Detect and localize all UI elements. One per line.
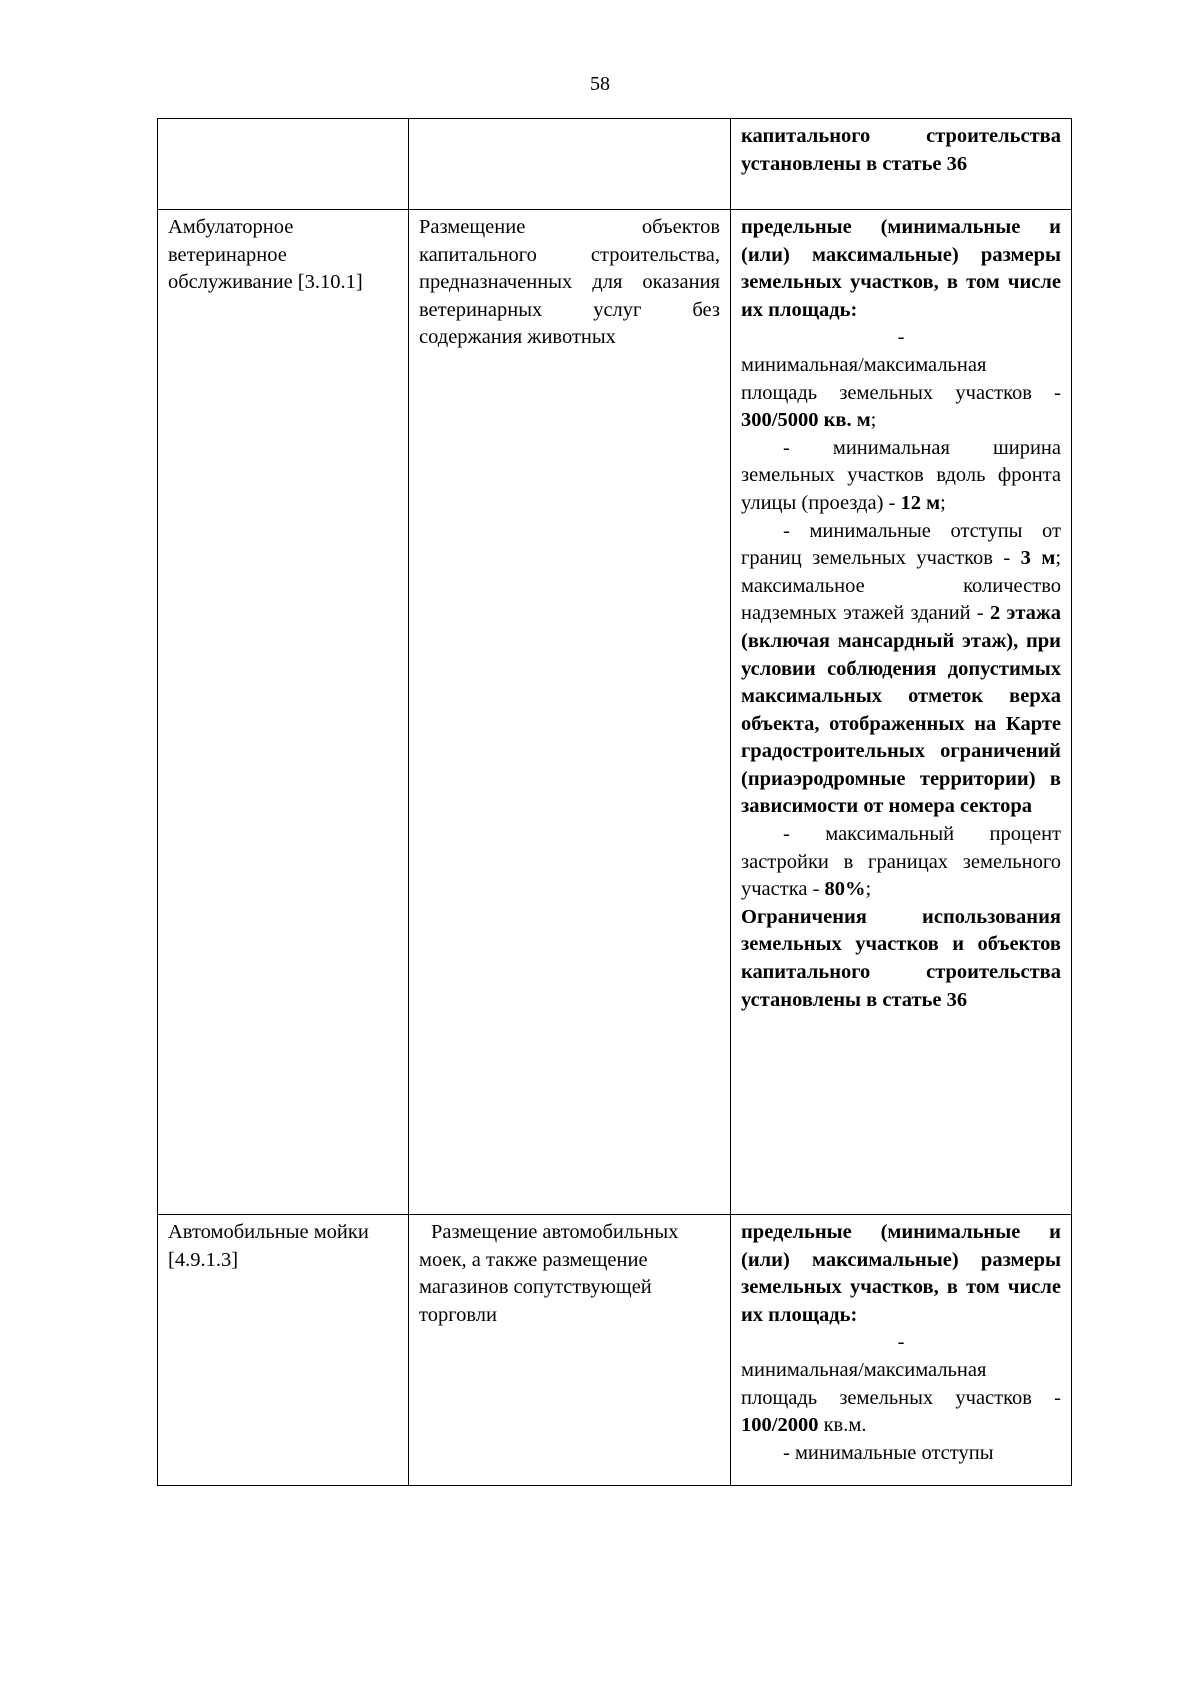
restrictions-text: Ограничения использования земельных участков и объектов капитального строительства установлены в статье 36 (741, 905, 1061, 1011)
param-coverage-value: 80% (824, 878, 866, 901)
param-area-end: ; (870, 409, 877, 432)
param-floors-value: 2 этажа (включая мансардный этаж), при условии соблюдения допустимых максимальных отметок верха объекта, отображенных на Карте градостроительных ограничений (приаэродромные территории) в зависимости от номера сектора (741, 602, 1062, 818)
use-type-name: Автомобильные мойки (168, 1221, 369, 1243)
cell-parameters (731, 1215, 1072, 1486)
param-setback (741, 1440, 1061, 1468)
land-use-table (157, 118, 1072, 1486)
cell-description (409, 210, 731, 1215)
cell-parameters (731, 119, 1072, 210)
table-row (158, 210, 1072, 1215)
use-type-description: Размещение объектов капитального строительства, предназначенных для оказания ветеринарных услуг без содержания животных (419, 216, 720, 349)
page-number: 58 (590, 73, 610, 95)
param-area (741, 352, 1061, 435)
params-heading: предельные (минимальные и (или) максимальные) размеры земельных участков, в том числе их площадь: (741, 1221, 1061, 1326)
dash-marker: - (897, 326, 905, 349)
cell-parameters (731, 210, 1072, 1215)
param-setback-value: 3 м (1020, 547, 1056, 570)
param-area-value: 100/2000 (741, 1414, 819, 1437)
cell-description (409, 119, 731, 210)
param-floors-text: ; максимальное количество надземных этажей зданий - (741, 547, 1062, 625)
params-heading: предельные (минимальные и (или) максимальные) размеры земельных участков, в том числе их площадь: (741, 216, 1061, 321)
use-type-description: Размещение автомобильных моек, а также размещение магазинов сопутствующей торговли (419, 1221, 679, 1326)
param-setback (741, 518, 1061, 822)
use-type-name: Амбулаторное ветеринарное обслуживание (168, 216, 294, 294)
param-setback-text: - минимальные отступы (783, 1441, 994, 1464)
param-coverage (741, 821, 1061, 904)
param-setback-text: - минимальные отступы от границ земельных участков - (741, 519, 1061, 570)
param-area-unit: кв.м. (823, 1414, 867, 1437)
param-area (741, 1357, 1061, 1440)
param-width-end: ; (940, 491, 946, 514)
table-row (158, 119, 1072, 210)
use-type-code: [3.10.1] (297, 271, 363, 294)
cell-description (409, 1215, 731, 1486)
param-area-value: 300/5000 кв. м (741, 409, 871, 432)
param-coverage-end: ; (865, 878, 872, 901)
param-area-text: минимальная/максимальная площадь земельных участков - (741, 1358, 1061, 1409)
param-width-value: 12 м (900, 491, 941, 514)
param-width-text: - минимальная ширина земельных участков вдоль фронта улицы (проезда) - (741, 436, 1061, 514)
cell-name (158, 1215, 409, 1486)
param-area-text: минимальная/максимальная площадь земельных участков - (741, 353, 1061, 404)
cell-name (158, 119, 409, 210)
param-width (741, 435, 1061, 518)
use-type-code: [4.9.1.3] (168, 1248, 239, 1271)
table-row (158, 1215, 1072, 1486)
restrictions-text: капитального строительства установлены в статье 36 (741, 125, 1061, 175)
param-coverage-text: - максимальный процент застройки в границах земельного участка - (741, 823, 1061, 901)
cell-name (158, 210, 409, 1215)
dash-marker: - (897, 1331, 905, 1354)
